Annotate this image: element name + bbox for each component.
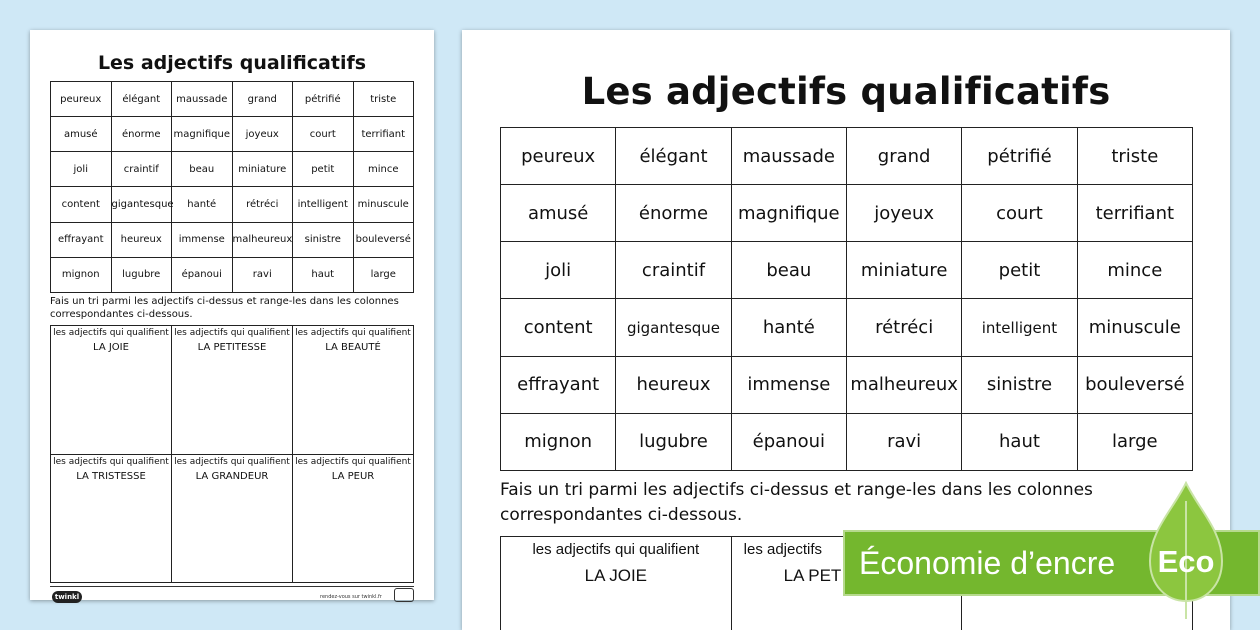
thumbnail-sort-category: LA PETITESSE — [197, 342, 267, 353]
sort-cell — [501, 537, 732, 630]
thumbnail-word-cell: peureux — [51, 82, 112, 117]
word-cell: hanté — [731, 299, 846, 356]
thumbnail-sort-cell — [293, 326, 414, 455]
word-cell: triste — [1077, 128, 1192, 185]
word-cell: rétréci — [846, 299, 961, 356]
instruction-text: Fais un tri parmi les adjectifs ci-dessus et range-les dans les colonnes correspondantes ci-dessous. — [500, 480, 1093, 525]
word-table — [500, 127, 1193, 471]
thumbnail-sort-prefix: les adjectifs qui qualifient — [53, 328, 169, 338]
word-row — [501, 413, 1193, 470]
thumbnail-word-cell: maussade — [172, 82, 233, 117]
word-cell: peureux — [501, 128, 616, 185]
word-cell: heureux — [616, 356, 731, 413]
word-cell: mignon — [501, 413, 616, 470]
thumbnail-sort-prefix: les adjectifs qui qualifient — [295, 328, 411, 338]
thumbnail-word-cell: joli — [51, 152, 112, 187]
thumbnail-sort-row — [51, 326, 414, 455]
thumbnail-word-cell: miniature — [232, 152, 293, 187]
thumbnail-sort-cell — [293, 454, 414, 583]
thumbnail-word-cell: mignon — [51, 257, 112, 292]
thumbnail-word-cell: épanoui — [172, 257, 233, 292]
twinkl-logo: twinkl — [52, 591, 82, 603]
thumbnail-word-row — [51, 82, 414, 117]
thumbnail-word-cell: immense — [172, 222, 233, 257]
word-row — [501, 185, 1193, 242]
thumbnail-word-cell: bouleversé — [353, 222, 414, 257]
thumbnail-word-cell: énorme — [111, 117, 172, 152]
worksheet-thumbnail — [30, 30, 434, 600]
word-cell: épanoui — [731, 413, 846, 470]
sort-cell-prefix: les adjectifs — [743, 541, 823, 558]
thumbnail-word-cell: hanté — [172, 187, 233, 222]
thumbnail-word-cell: terrifiant — [353, 117, 414, 152]
word-cell: craintif — [616, 242, 731, 299]
word-row — [501, 128, 1193, 185]
word-cell: intelligent — [962, 299, 1077, 356]
word-row — [501, 299, 1193, 356]
thumbnail-word-cell: lugubre — [111, 257, 172, 292]
thumbnail-word-cell: mince — [353, 152, 414, 187]
thumbnail-word-cell: sinistre — [293, 222, 354, 257]
word-cell: terrifiant — [1077, 185, 1192, 242]
word-cell: maussade — [731, 128, 846, 185]
thumbnail-word-cell: malheureux — [232, 222, 293, 257]
word-cell: court — [962, 185, 1077, 242]
thumbnail-sort-category: LA JOIE — [93, 342, 129, 353]
thumbnail-word-cell: gigantesque — [111, 187, 172, 222]
thumbnail-sort-cell — [172, 454, 293, 583]
thumbnail-word-cell: rétréci — [232, 187, 293, 222]
word-cell: lugubre — [616, 413, 731, 470]
word-cell: amusé — [501, 185, 616, 242]
word-cell: grand — [846, 128, 961, 185]
sort-cell-category: LA JOIE — [584, 566, 648, 585]
thumbnail-word-cell: content — [51, 187, 112, 222]
thumbnail-word-cell: craintif — [111, 152, 172, 187]
word-cell: beau — [731, 242, 846, 299]
thumbnail-word-cell: intelligent — [293, 187, 354, 222]
word-cell: énorme — [616, 185, 731, 242]
thumbnail-sort-cell — [51, 326, 172, 455]
thumbnail-word-row — [51, 152, 414, 187]
thumbnail-instruction: Fais un tri parmi les adjectifs ci-dessus et range-les dans les colonnes correspondantes ci-dessous. — [50, 296, 399, 320]
word-cell: bouleversé — [1077, 356, 1192, 413]
word-cell: minuscule — [1077, 299, 1192, 356]
sort-cell-prefix: les adjectifs qui qualifient — [532, 541, 700, 558]
word-cell: effrayant — [501, 356, 616, 413]
eco-banner-label: Économie d’encre — [859, 544, 1116, 581]
thumbnail-word-cell: pétrifié — [293, 82, 354, 117]
thumbnail-sort-prefix: les adjectifs qui qualifient — [295, 456, 411, 467]
word-cell: malheureux — [846, 356, 961, 413]
thumbnail-word-row — [51, 222, 414, 257]
word-cell: élégant — [616, 128, 731, 185]
page-title: Les adjectifs qualificatifs — [581, 70, 1111, 113]
thumbnail-word-cell: minuscule — [353, 187, 414, 222]
word-cell: ravi — [846, 413, 961, 470]
word-cell: magnifique — [731, 185, 846, 242]
thumbnail-word-cell: petit — [293, 152, 354, 187]
word-cell: content — [501, 299, 616, 356]
thumbnail-title: Les adjectifs qualificatifs — [97, 52, 367, 74]
word-cell: gigantesque — [616, 299, 731, 356]
thumbnail-word-cell: large — [353, 257, 414, 292]
thumbnail-word-cell: beau — [172, 152, 233, 187]
thumbnail-footer-badge-icon — [394, 588, 414, 602]
word-cell: haut — [962, 413, 1077, 470]
word-cell: large — [1077, 413, 1192, 470]
thumbnail-word-cell: amusé — [51, 117, 112, 152]
word-row — [501, 356, 1193, 413]
thumbnail-sort-table — [50, 325, 414, 583]
thumbnail-word-cell: joyeux — [232, 117, 293, 152]
thumbnail-word-cell: magnifique — [172, 117, 233, 152]
sort-cell-category: LA PET — [783, 566, 842, 585]
thumbnail-sort-cell — [51, 454, 172, 583]
thumbnail-sort-category: LA GRANDEUR — [195, 470, 269, 482]
word-cell: joli — [501, 242, 616, 299]
thumbnail-word-cell: haut — [293, 257, 354, 292]
word-cell: joyeux — [846, 185, 961, 242]
thumbnail-word-cell: grand — [232, 82, 293, 117]
thumbnail-sort-category: LA PEUR — [331, 470, 375, 482]
thumbnail-sort-cell — [172, 326, 293, 455]
word-cell: pétrifié — [962, 128, 1077, 185]
thumbnail-word-row — [51, 117, 414, 152]
thumbnail-sort-category: LA TRISTESSE — [76, 470, 146, 482]
word-cell: miniature — [846, 242, 961, 299]
thumbnail-word-cell: effrayant — [51, 222, 112, 257]
thumbnail-word-row — [51, 257, 414, 292]
word-row — [501, 242, 1193, 299]
thumbnail-word-cell: triste — [353, 82, 414, 117]
thumbnail-footer-divider — [50, 586, 414, 587]
word-cell: sinistre — [962, 356, 1077, 413]
thumbnail-word-cell: heureux — [111, 222, 172, 257]
word-cell: petit — [962, 242, 1077, 299]
word-cell: immense — [731, 356, 846, 413]
thumbnail-footer-text: rendez-vous sur twinkl.fr — [320, 594, 382, 600]
thumbnail-word-row — [51, 187, 414, 222]
word-cell: mince — [1077, 242, 1192, 299]
thumbnail-word-cell: court — [293, 117, 354, 152]
eco-leaf-label: Eco — [1157, 544, 1215, 579]
thumbnail-sort-prefix: les adjectifs qui qualifient — [174, 328, 290, 338]
thumbnail-word-cell: élégant — [111, 82, 172, 117]
thumbnail-word-table — [50, 81, 414, 293]
thumbnail-sort-category: LA BEAUTÉ — [325, 342, 381, 353]
thumbnail-word-cell: ravi — [232, 257, 293, 292]
thumbnail-sort-prefix: les adjectifs qui qualifient — [53, 456, 169, 467]
thumbnail-sort-prefix: les adjectifs qui qualifient — [174, 456, 290, 467]
thumbnail-sort-row — [51, 454, 414, 583]
